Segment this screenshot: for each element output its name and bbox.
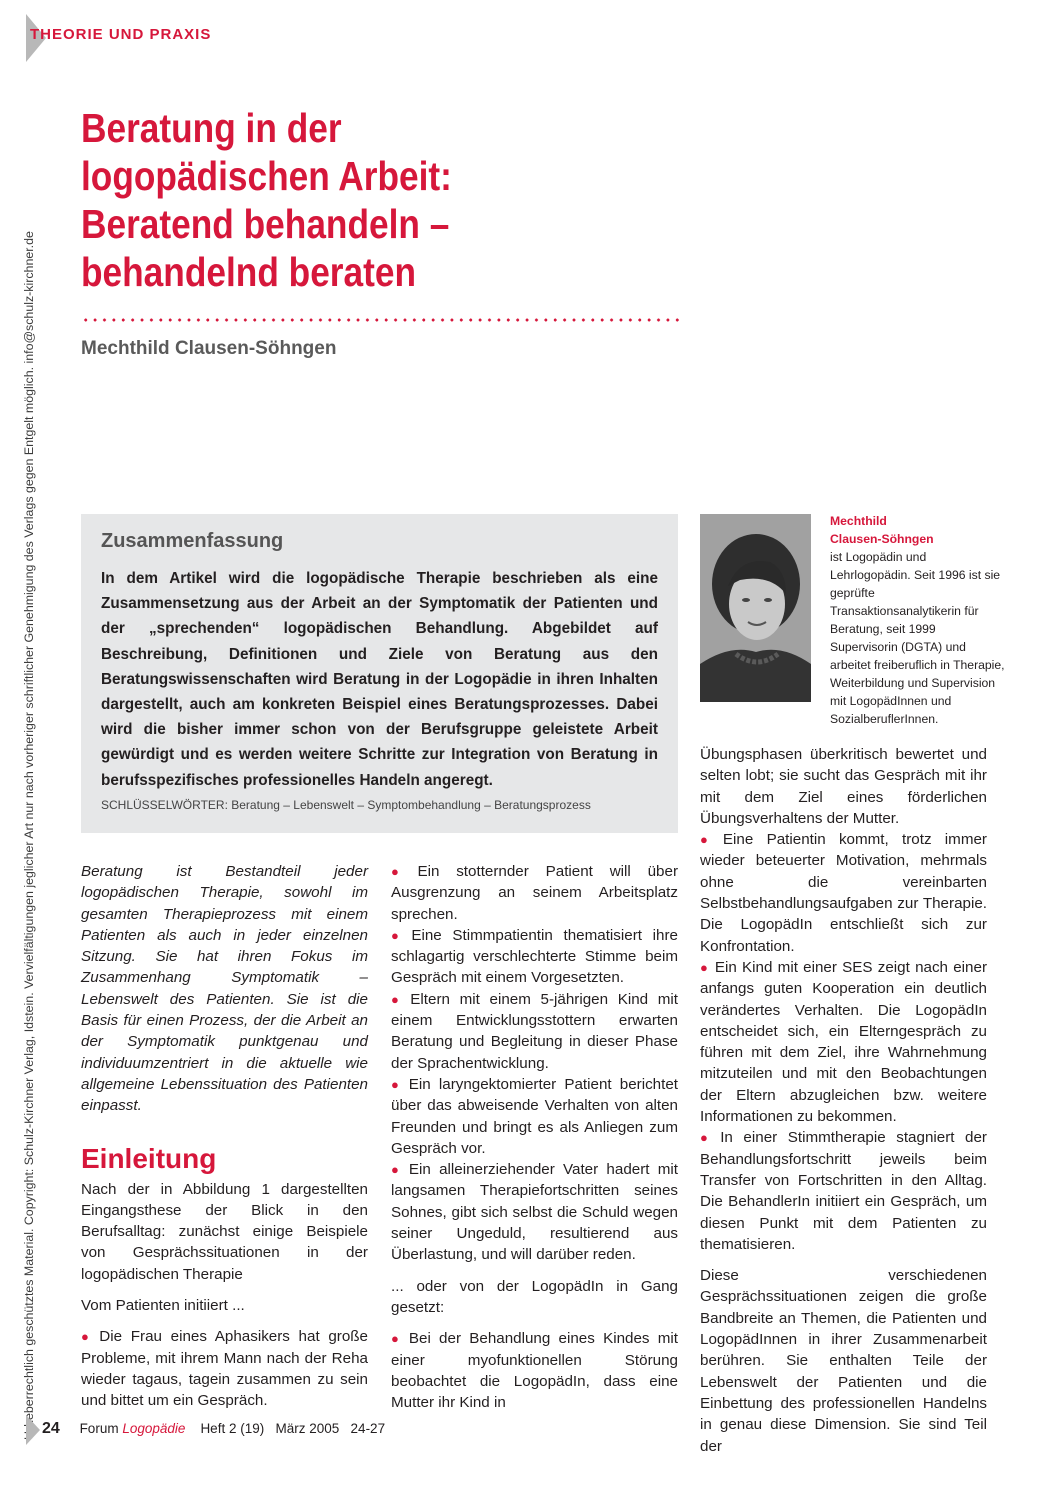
journal-issue: Heft 2 (19) — [200, 1421, 265, 1436]
paragraph: Vom Patienten initiiert ... — [81, 1297, 245, 1315]
list-item-text: Ein stotternder Patient will über Ausgrenzung an seinem Arbeitsplatz sprechen. — [391, 863, 679, 923]
list-item-text: Ein Kind mit einer SES zeigt nach einer anfangs guten Kooperation ein deutlich verändertes Verhalten. Die LogopädIn entscheidet sich, ein Elterngespräch zu führen mit dem Ziel, ihre Wahrnehmung mitzuteilen und mit den Beobachtungen der Eltern abzugleichen bzw. weitere Informationen zu bekommen. — [700, 958, 988, 1126]
paragraph: Übungsphasen überkritisch bewertet und selten lobt; sie sucht das Gespräch mit ihr mit dem Ziel eines förderlichen Übungsverhaltens der Mutter. — [700, 746, 987, 827]
bullet-icon: ● — [700, 832, 717, 848]
dotted-divider — [81, 318, 681, 322]
list-item-text: Eltern mit einem 5-jährigen Kind mit einem Entwicklungsstottern erwarten Beratung und Begleitung in dieser Phase der Sprachentwicklung. — [391, 990, 678, 1072]
list-item — [700, 1127, 987, 1255]
list-item — [81, 1326, 368, 1411]
bullet-icon: ● — [391, 991, 405, 1007]
intro-paragraph: Beratung ist Bestandteil jeder logopädischen Therapie, sowohl im gesamten Therapieprozess mit einem Patienten als auch in jeder einzelnen Sitzung. Sie hat ihren Fokus im Zusammenhang Symptomatik – Lebenswelt des Patienten. Sie ist die Basis für einen Prozess, der die Arbeit an der Symptomatik punktgenau und individuumzentriert in die aktuelle wie allgemeine Lebenssituation des Patienten einpasst. — [81, 863, 368, 1115]
copyright-notice — [0, 0, 40, 1440]
list-item-text: Ein alleinerziehender Vater hadert mit langsamen Therapiefortschritten seines Sohnes, gibt sich selbst die Schuld wegen seiner Ungeduld, resultierend aus Überlastung, und will darüber reden. — [391, 1161, 678, 1264]
list-item — [391, 925, 678, 989]
column-3 — [700, 744, 987, 1457]
bullet-icon: ● — [700, 959, 709, 975]
list-item-text: Eine Stimmpatientin thematisiert ihre schlagartig verschlechterte Stimme beim Gespräch mit einem Vorgesetzten. — [391, 926, 678, 987]
paragraph: ... oder von der LogopädIn in Gang gesetzt: — [391, 1277, 678, 1316]
journal-forum: Forum — [79, 1421, 119, 1436]
bullet-icon: ● — [700, 1130, 715, 1146]
list-item — [391, 1159, 678, 1265]
author-photo — [700, 514, 811, 702]
column-1 — [81, 861, 368, 1412]
portrait-image — [700, 514, 811, 702]
list-item — [391, 1074, 678, 1159]
footer-marker — [26, 1415, 40, 1445]
list-item — [391, 989, 678, 1074]
journal-date: März 2005 — [275, 1421, 340, 1436]
bullet-icon: ● — [81, 1329, 94, 1345]
title-line: logopädischen Arbeit: — [81, 153, 452, 199]
bio-name: Mechthild — [830, 514, 887, 528]
list-item-text: Bei der Behandlung eines Kindes mit einer myofunktionellen Störung beobachtet die LogopädIn, dass eine Mutter ihr Kind in — [391, 1330, 678, 1412]
list-item-text: Die Frau eines Aphasikers hat große Probleme, mit ihrem Mann nach der Reha wieder tagaus, tagein zusammen zu sein und bittet um ein Gespräch. — [81, 1328, 368, 1410]
section-label: THEORIE UND PRAXIS — [30, 26, 212, 43]
copyright-notice-text: Urheberrechtlich geschütztes Material. Copyright: Schulz-Kirchner Verlag, Idstein. Vervielfältigungen jeglicher Art nur nach vorheriger schriftlicher Genehmigung des Verlags gegen Entgelt möglich. info@schulz-kirchner.de — [22, 231, 36, 1440]
summary-box — [81, 514, 678, 833]
list-item — [391, 1328, 678, 1413]
list-item-text: In einer Stimmtherapie stagniert der Behandlungsfortschritt jeweils beim Transfer von Fortschritten in den Alltag. Die BehandlerIn initiiert ein Gespräch, um diesen Punkt mit dem Patienten zu thematisieren. — [700, 1129, 987, 1253]
keywords: SCHLÜSSELWÖRTER: Beratung – Lebenswelt – Symptombehandlung – Beratungsprozess — [101, 798, 591, 812]
author-bio — [830, 512, 1005, 728]
title-line: Beratung in der — [81, 105, 342, 151]
title-line: behandelnd beraten — [81, 249, 417, 295]
bullet-icon: ● — [391, 927, 406, 943]
article-title — [81, 104, 597, 296]
paragraph: Nach der in Abbildung 1 dargestellten Eingangsthese der Blick in den Berufsalltag: zunächst einige Beispiele von Gesprächssituationen in der logopädischen Therapie — [81, 1180, 368, 1283]
bullet-icon: ● — [391, 1331, 403, 1347]
summary-heading: Zusammenfassung — [101, 530, 284, 552]
list-item — [700, 957, 987, 1127]
page-number: 24 — [42, 1420, 60, 1437]
bullet-icon: ● — [391, 1162, 403, 1178]
summary-text: In dem Artikel wird die logopädische Therapie beschrieben als eine Zusammensetzung aus der Arbeit an der Symptomatik der Patienten und der „sprechenden“ logopädischen Behandlung. Abgebildet auf Beschreibung, Definitionen und Ziele von Beratung aus den Beratungswissenschaften wird Beratung in der Logopädie in ihren Inhalten dargestellt, auch am konkreten Beispiel eines Beratungsprozesses. Dabei wird die bisher immer schon von der Berufsgruppe geleistete Arbeit gewürdigt und es werden weitere Schritte zur Integration von Beratung in berufsspezifisches professionelles Handeln angeregt. — [101, 570, 658, 789]
bio-text: ist Logopädin und Lehrlogopädin. Seit 1996 ist sie geprüfte Transaktionsanalytikerin für Beratung, seit 1999 Supervisorin (DGTA) und arbeitet freiberuflich in Therapie, Weiterbildung und Supervision mit LogopädInnen und SozialberuflerInnen. — [830, 550, 1005, 726]
bullet-icon: ● — [391, 1076, 403, 1092]
title-line: Beratend behandeln – — [81, 201, 450, 247]
journal-logo: Logopädie — [122, 1421, 186, 1436]
list-item-text: Ein laryngektomierter Patient berichtet über das abweisende Verhalten von alten Freunden und bringt es als Anliegen zum Gespräch vor. — [391, 1075, 679, 1157]
journal-pages: 24-27 — [350, 1421, 386, 1436]
bullet-icon: ● — [391, 864, 412, 879]
column-2 — [391, 861, 678, 1413]
author-name: Mechthild Clausen-Söhngen — [81, 338, 337, 359]
page-footer — [42, 1420, 385, 1438]
list-item — [700, 829, 987, 957]
bio-name: Clausen-Söhngen — [830, 532, 934, 546]
list-item-text: Eine Patientin kommt, trotz immer wieder beteuerter Motivation, mehrmals ohne die vereinbarten Selbstbehandlungsaufgaben zur Therapie. Die LogopädIn entschließt sich zur Konfrontation. — [700, 831, 987, 955]
section-heading: Einleitung — [81, 1142, 217, 1174]
paragraph: Diese verschiedenen Gesprächssituationen zeigen die große Bandbreite an Themen, die Patienten und LogopädInnen in ihrer Zusammenarbeit berühren. Sie enthalten Teile der Lebenswelt der Patienten und die Einbettung des professionellen Handelns in genau diese Dimension. Sie sind Teil der — [700, 1267, 987, 1455]
list-item — [391, 861, 678, 925]
